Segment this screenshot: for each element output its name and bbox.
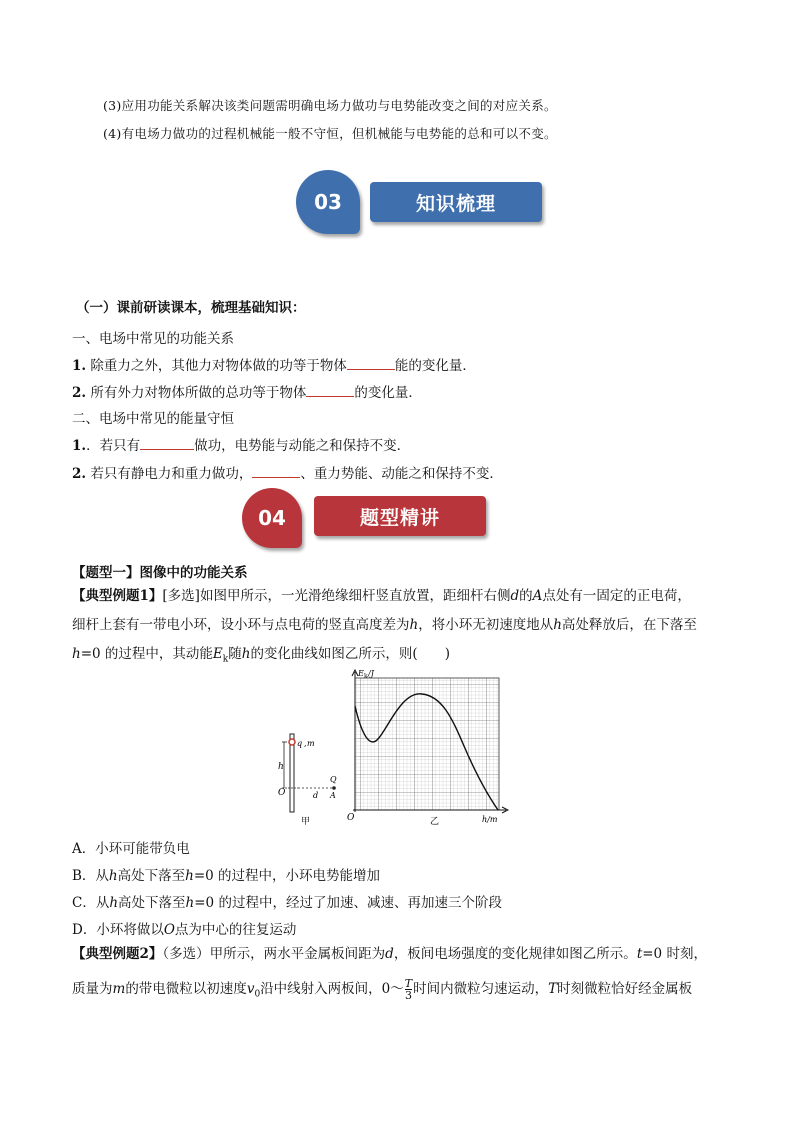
var: t <box>636 946 643 962</box>
label-m: m <box>307 739 315 748</box>
option-D <box>72 918 296 938</box>
text: 的 <box>519 588 533 604</box>
note-3: (3)应用功能关系解决该类问题需明确电场力做功与电势能改变之间的对应关系。 <box>103 98 557 113</box>
example-label: 【典型例题2】 <box>72 946 163 962</box>
note-4: (4)有电场力做功的过程机械能一般不守恒，但机械能与电势能的总和可以不变。 <box>103 126 557 141</box>
item-text: 除重力之外，其他力对物体做的功等于物体 <box>86 358 347 374</box>
label-q: q <box>297 739 303 748</box>
text: 细杆上套有一带电小环，设小环与点电荷的竖直高度差为 <box>72 617 410 633</box>
answer-blank[interactable] <box>347 357 395 370</box>
subscript: 0 <box>254 989 261 1000</box>
option-B <box>72 864 380 884</box>
svg-text:,: , <box>304 739 307 748</box>
section-04-title-bar <box>314 496 486 536</box>
text: 的变化曲线如图乙所示，则( ) <box>250 646 450 662</box>
var: T <box>548 981 558 997</box>
var: h <box>185 868 194 884</box>
item-text: 能的变化量． <box>394 358 476 374</box>
var: v <box>246 981 255 997</box>
item-number: 2. <box>72 466 87 482</box>
item-text: 的变化量． <box>354 385 422 401</box>
var: A <box>532 588 543 604</box>
ring <box>289 739 295 745</box>
section-03-title: 知识梳理 <box>415 192 496 215</box>
example-2-line-2 <box>72 975 732 1010</box>
example-1-line-2 <box>72 611 732 640</box>
label-Q: Q <box>330 775 337 784</box>
item-text: 做功，电势能与动能之和保持不变． <box>194 438 411 454</box>
var: d <box>385 946 394 962</box>
var: h <box>108 868 118 884</box>
item-number: 1. <box>72 358 87 374</box>
label-h: h <box>278 762 284 772</box>
numerator: T <box>404 977 413 990</box>
text: =0 的过程中，小环电势能增加 <box>193 868 381 884</box>
figure-ek-graph <box>342 666 512 828</box>
var: O <box>163 922 175 938</box>
section-03-title-bar <box>370 182 542 222</box>
y-axis-unit: /J <box>368 669 374 678</box>
answer-blank[interactable] <box>140 437 194 450</box>
y-axis-label: E <box>358 669 364 678</box>
var: h <box>72 646 81 662</box>
text: 高处下落至 <box>118 895 186 911</box>
example-1-text <box>72 582 732 675</box>
text: 高处释放后，在下落至 <box>561 617 697 633</box>
caption-yi: 乙 <box>430 817 440 827</box>
text: [多选]如图甲所示，一光滑绝缘细杆竖直放置，距细杆右侧 <box>162 588 511 604</box>
charge-point <box>332 786 336 790</box>
text: 的带电微粒以初速度 <box>125 981 247 997</box>
text: 高处下落至 <box>117 868 186 884</box>
text: 点处有一固定的正电荷， <box>542 588 691 604</box>
section-04-banner <box>242 488 492 552</box>
text: 时刻微粒恰好经金属板 <box>557 981 693 997</box>
item-text: 所有外力对物体所做的总功等于物体 <box>86 385 307 401</box>
label-O: O <box>278 788 286 798</box>
example-1-line-1 <box>72 582 732 611</box>
text: 质量为 <box>72 981 113 997</box>
var: h <box>109 895 119 911</box>
review-item-4 <box>72 462 503 482</box>
part1-title: 一、电场中常见的功能关系 <box>72 331 234 347</box>
label-A: A <box>330 791 336 800</box>
example-label: 【典型例题1】 <box>72 588 163 604</box>
review-item-1 <box>72 354 476 374</box>
review-item-2 <box>72 381 422 401</box>
figure-rod-diagram <box>276 728 352 828</box>
text: ，板间电场强度的变化规律如图乙所示。 <box>393 946 637 962</box>
text: 时间内微粒匀速运动， <box>413 981 549 997</box>
text: D．小环将做以 <box>72 922 164 938</box>
label-d: d <box>313 791 319 800</box>
option-C <box>72 891 502 911</box>
item-text: 、重力势能、动能之和保持不变． <box>300 466 503 482</box>
text: （多选）甲所示，两水平金属板间距为 <box>162 946 386 962</box>
text: 点为中心的往复运动 <box>174 922 297 938</box>
var: m <box>112 981 126 997</box>
text: =0 的过程中，其动能 <box>80 646 213 662</box>
text: =0 时刻， <box>642 946 707 962</box>
section-03-badge <box>296 170 360 234</box>
part2-title: 二、电场中常见的能量守恒 <box>72 411 234 427</box>
option-A: A．小环可能带负电 <box>72 841 190 857</box>
item-number: 2. <box>72 385 87 401</box>
var: E <box>212 646 223 662</box>
answer-blank[interactable] <box>306 384 354 397</box>
item-number: 1. <box>72 438 87 454</box>
text: ，将小环无初速度地从 <box>418 617 554 633</box>
section-04-number: 04 <box>258 506 286 530</box>
review-item-3 <box>72 434 410 454</box>
var: h <box>553 617 562 633</box>
text: 随 <box>228 646 242 662</box>
section-04-badge <box>242 488 302 548</box>
text: 沿中线射入两板间，0～ <box>260 981 404 997</box>
type1-label: 【题型一】图像中的功能关系 <box>72 565 248 581</box>
x-axis-label: h/m <box>482 815 498 824</box>
text: C．从 <box>72 895 110 911</box>
denominator: 3 <box>404 989 412 1002</box>
example-2-line-1 <box>72 940 732 969</box>
example-2-text <box>72 940 732 1010</box>
review-heading: （一）课前研读课本，梳理基础知识： <box>76 300 306 316</box>
item-text: 若只有静电力和重力做功， <box>86 466 253 482</box>
text: =0 的过程中，经过了加速、减速、再加速三个阶段 <box>194 895 502 911</box>
text: B．从 <box>72 868 109 884</box>
answer-blank[interactable] <box>252 465 300 478</box>
var: h <box>409 617 419 633</box>
graph-grid <box>355 678 499 810</box>
section-03-banner <box>296 170 546 238</box>
section-03-number: 03 <box>314 190 342 214</box>
caption-jia: 甲 <box>301 817 311 827</box>
var: d <box>510 588 520 604</box>
item-text: ．若只有 <box>86 438 141 454</box>
fraction-T-over-3 <box>405 978 412 1001</box>
subscript: k <box>222 654 229 665</box>
y-axis-sub: k <box>364 673 368 680</box>
section-04-title: 题型精讲 <box>359 506 440 529</box>
origin-label: O <box>347 813 355 823</box>
var: h <box>185 895 195 911</box>
var: h <box>241 646 251 662</box>
